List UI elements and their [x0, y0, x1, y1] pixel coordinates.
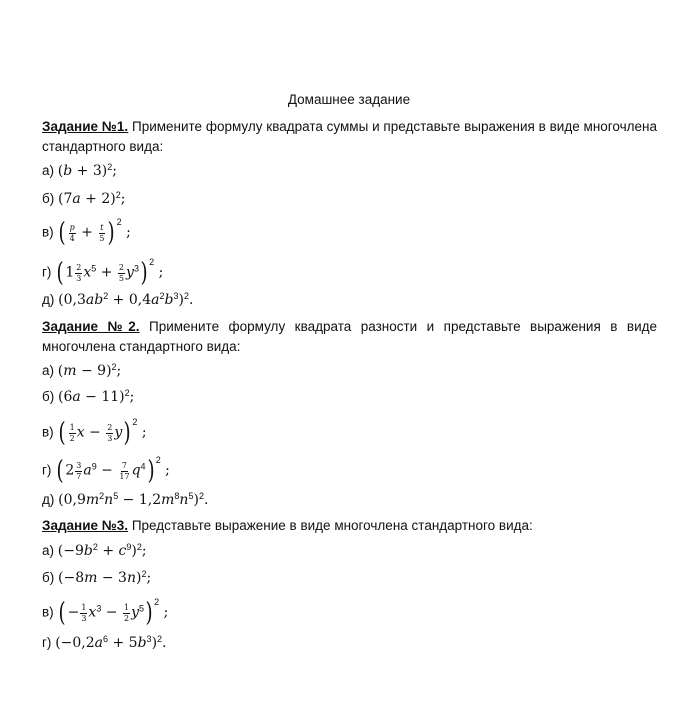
task-1-item-b: б) $(7a + 2)^2$;	[42, 190, 126, 207]
task-3-item-d: г) $(-0,2a^6 + 5b^3)^2$.	[42, 634, 167, 651]
task-3-item-b: б) $(-8m - 3n)^2$;	[42, 569, 152, 586]
task-3-item-c: в) ( − $\frac{1}{3}$ $x^3$ − $\frac{1}{2}$ $y^5$) $^2$ ;	[42, 596, 169, 628]
task-1-text: Примените формулу квадрата суммы и представьте выражения в виде многочлена стандартного вида:	[42, 119, 657, 154]
task-2-item-a: а) $(m - 9)^2$;	[42, 362, 122, 379]
task-2-text: Примените формулу квадрата разности и представьте выражения в виде многочлена стандартного вида:	[42, 319, 658, 354]
task-1-label: Задание №1.	[42, 119, 129, 134]
task-2-header	[42, 317, 657, 357]
task-3-header	[42, 516, 657, 536]
task-3-item-a: а) $(-9b^2 + c^9)^2$;	[42, 542, 147, 559]
task-1-header	[42, 117, 657, 157]
task-1-item-d: г) ( 1 $\frac{2}{3}$ $x^5$ + $\frac{2}{5}$ $y^3$) $^2$ ;	[42, 256, 164, 288]
task-1-item-e: д) $(0,3ab^2 + 0,4a^2b^3)^2$.	[42, 291, 194, 308]
page-title: Домашнее задание	[287, 92, 411, 107]
task-3-label: Задание №3.	[42, 518, 129, 533]
task-2-label: Задание №2.	[42, 319, 140, 334]
task-2-item-e: д) $(0,9m^2n^5 - 1,2m^8n^5)^2$.	[42, 491, 209, 508]
task-1-item-c: в) ( $\frac{p}{4}$ + $\frac{t}{5}$ ) $^2$ ;	[42, 216, 131, 248]
task-2-item-d: г) ( 2 $\frac{3}{7}$ $a^9$ − $\frac{7}{17}$ $q^4$) $^2$ ;	[42, 454, 170, 486]
task-2-item-c: в) ( $\frac{1}{2}$ x − $\frac{2}{3}$ y) $^2$ ;	[42, 416, 147, 448]
task-3-text: Представьте выражение в виде многочлена стандартного вида:	[131, 518, 533, 533]
task-1-item-a: а) $(b + 3)^2$;	[42, 162, 117, 179]
task-2-item-b: б) $(6a - 11)^2$;	[42, 388, 135, 405]
